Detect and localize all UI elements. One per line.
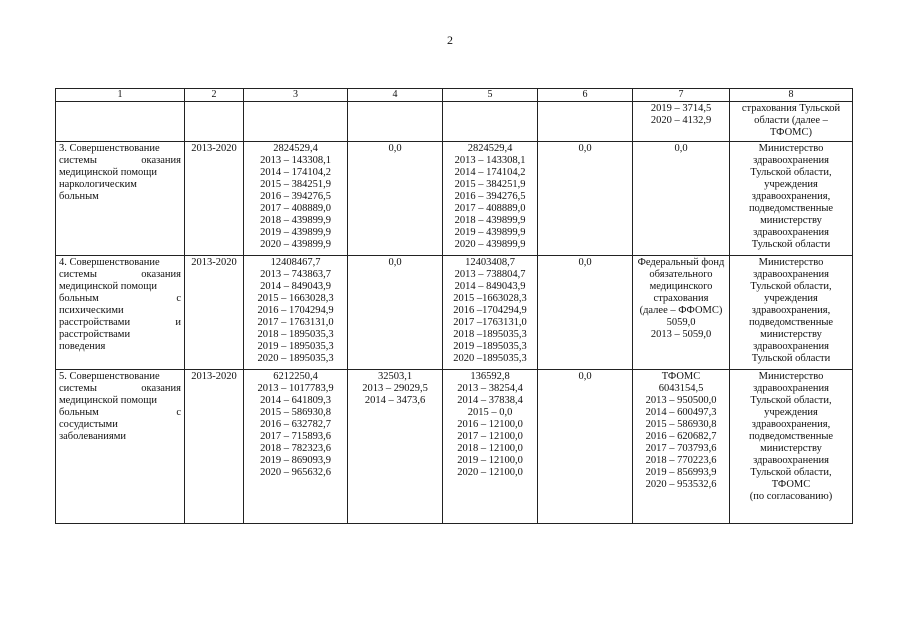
name-word: оказания bbox=[141, 155, 181, 166]
cell-line: 12403408,7 bbox=[465, 257, 515, 268]
program-table bbox=[55, 88, 853, 524]
cell-line: 0,0 bbox=[388, 257, 402, 268]
name-line bbox=[59, 395, 181, 407]
cell-line: 2824529,4 bbox=[273, 143, 318, 154]
col4-cell bbox=[348, 256, 443, 370]
cell-line: 2020 – 439899,9 bbox=[454, 239, 526, 250]
name-word: поведения bbox=[59, 341, 106, 352]
cell-line: Федеральный фонд bbox=[637, 257, 725, 268]
cell-line: Тульской области bbox=[751, 239, 831, 250]
header-cell: 4 bbox=[348, 89, 443, 102]
cell-line: 0,0 bbox=[388, 143, 402, 154]
cell-line: 2020 –1895035,3 bbox=[453, 353, 527, 364]
cell-line: 2015 – 384251,9 bbox=[260, 179, 331, 190]
name-line bbox=[59, 407, 181, 419]
cell-line: 2015 –1663028,3 bbox=[453, 293, 527, 304]
cell-line: 2014 – 641809,3 bbox=[260, 395, 331, 406]
name-line bbox=[59, 191, 181, 203]
name-line bbox=[59, 305, 181, 317]
cell-line: министерству bbox=[760, 443, 822, 454]
col7-cell bbox=[633, 370, 730, 524]
period-cell: 2013-2020 bbox=[185, 142, 244, 256]
header-cell: 3 bbox=[244, 89, 348, 102]
name-line bbox=[59, 419, 181, 431]
cell-line: ТФОМС) bbox=[769, 127, 813, 138]
name-line bbox=[59, 281, 181, 293]
name-word: 4. Совершенствование bbox=[59, 257, 160, 268]
cell-line: Тульской области, bbox=[750, 467, 832, 478]
table-row bbox=[56, 256, 853, 370]
cell-line: 0,0 bbox=[578, 371, 592, 382]
cell-line: 2013 – 738804,7 bbox=[454, 269, 526, 280]
cell-line: Министерство bbox=[758, 371, 824, 382]
cell-line: 6043154,5 bbox=[658, 383, 704, 394]
cell-line: здравоохранения bbox=[753, 155, 829, 166]
name-line bbox=[59, 179, 181, 191]
name-line bbox=[59, 317, 181, 329]
name-word: заболеваниями bbox=[59, 431, 126, 442]
cell-line: 2019 – 856993,9 bbox=[645, 467, 717, 478]
col8-cell bbox=[730, 370, 853, 524]
measure-name-cell bbox=[56, 256, 185, 370]
name-word: расстройствами bbox=[59, 329, 131, 340]
cell-line: 2013 – 5059,0 bbox=[650, 329, 712, 340]
cell-line: 2013 – 1017783,9 bbox=[257, 383, 334, 394]
cell-line: 2020 – 439899,9 bbox=[260, 239, 331, 250]
name-line bbox=[59, 371, 181, 383]
cell-line: здравоохранения bbox=[753, 269, 829, 280]
name-word: медицинской помощи bbox=[59, 167, 157, 178]
cell-line: ТФОМС bbox=[771, 479, 811, 490]
cell-line: 2016 –1704294,9 bbox=[453, 305, 527, 316]
cell-line: 2020 – 12100,0 bbox=[457, 467, 523, 478]
cell-line: 32503,1 bbox=[377, 371, 413, 382]
col8-cell bbox=[730, 256, 853, 370]
cell-line: 2019 – 439899,9 bbox=[260, 227, 331, 238]
continuation-executor-cell bbox=[730, 102, 853, 142]
cell-line: обязательного bbox=[649, 269, 713, 280]
cell-line: Тульской области, bbox=[750, 395, 832, 406]
cell-line: страхования Тульской bbox=[741, 103, 841, 114]
name-word: системы bbox=[59, 383, 97, 394]
cell-line: Министерство bbox=[758, 143, 824, 154]
cell-line: 2020 – 965632,6 bbox=[260, 467, 331, 478]
col6-cell bbox=[538, 142, 633, 256]
cell-line: 2015 – 0,0 bbox=[467, 407, 513, 418]
cell-line: министерству bbox=[760, 215, 822, 226]
cell-line: 2015 – 586930,8 bbox=[260, 407, 331, 418]
col4-cell bbox=[348, 370, 443, 524]
cell-line: 0,0 bbox=[578, 143, 592, 154]
col3-cell bbox=[244, 370, 348, 524]
cell-line: подведомственные bbox=[748, 431, 834, 442]
col3-cell bbox=[244, 256, 348, 370]
cell-line: 2013 – 743863,7 bbox=[260, 269, 331, 280]
header-cell: 5 bbox=[443, 89, 538, 102]
cell-line: здравоохранения bbox=[753, 227, 829, 238]
cell-line: подведомственные bbox=[748, 203, 834, 214]
cell-line: 2014 – 174104,2 bbox=[454, 167, 526, 178]
cell-line: 2018 – 12100,0 bbox=[457, 443, 523, 454]
cell-line: 2013 – 29029,5 bbox=[362, 383, 428, 394]
continuation-row bbox=[56, 102, 853, 142]
cell-line: 2017 – 715893,6 bbox=[260, 431, 331, 442]
header-cell: 7 bbox=[633, 89, 730, 102]
page-number: 2 bbox=[447, 33, 453, 47]
name-word: с bbox=[176, 293, 181, 304]
table-cell bbox=[56, 102, 185, 142]
table-cell bbox=[244, 102, 348, 142]
name-word: с bbox=[176, 407, 181, 418]
header-cell: 6 bbox=[538, 89, 633, 102]
col5-cell bbox=[443, 370, 538, 524]
cell-line: здравоохранения, bbox=[751, 305, 831, 316]
table-cell bbox=[185, 102, 244, 142]
cell-line: 2017 – 12100,0 bbox=[457, 431, 523, 442]
cell-line: Тульской области bbox=[751, 353, 831, 364]
name-word: 3. Совершенствование bbox=[59, 143, 160, 154]
name-word: и bbox=[175, 317, 181, 328]
cell-line: 2014 – 600497,3 bbox=[645, 407, 717, 418]
cell-line: 12408467,7 bbox=[270, 257, 321, 268]
name-word: сосудистыми bbox=[59, 419, 118, 430]
table-row bbox=[56, 370, 853, 524]
name-word: медицинской помощи bbox=[59, 395, 157, 406]
cell-line: 2017 – 1763131,0 bbox=[257, 317, 334, 328]
cell-line: 2020 – 1895035,3 bbox=[257, 353, 334, 364]
name-line bbox=[59, 383, 181, 395]
cell-line: 2019 – 439899,9 bbox=[454, 227, 526, 238]
cell-line: 5059,0 bbox=[666, 317, 696, 328]
table-row bbox=[56, 142, 853, 256]
name-word: больным bbox=[59, 191, 99, 202]
cell-line: министерству bbox=[760, 329, 822, 340]
cell-line: здравоохранения bbox=[753, 383, 829, 394]
measure-name-cell bbox=[56, 370, 185, 524]
cell-line: 2019 – 3714,5 bbox=[650, 103, 712, 114]
cell-line: Министерство bbox=[758, 257, 824, 268]
name-word: системы bbox=[59, 155, 97, 166]
cell-line: 2018 – 782323,6 bbox=[260, 443, 331, 454]
cell-line: подведомственные bbox=[748, 317, 834, 328]
cell-line: 2014 – 3473,6 bbox=[364, 395, 426, 406]
continuation-funding-cell bbox=[633, 102, 730, 142]
cell-line: 2016 – 620682,7 bbox=[645, 431, 717, 442]
table-cell bbox=[538, 102, 633, 142]
cell-line: 2019 – 1895035,3 bbox=[257, 341, 334, 352]
name-line bbox=[59, 269, 181, 281]
name-line bbox=[59, 155, 181, 167]
cell-line: 2016 – 1704294,9 bbox=[257, 305, 334, 316]
name-line bbox=[59, 143, 181, 155]
cell-line: 2020 – 953532,6 bbox=[645, 479, 717, 490]
table-cell bbox=[348, 102, 443, 142]
cell-line: 2019 –1895035,3 bbox=[453, 341, 527, 352]
col5-cell bbox=[443, 256, 538, 370]
cell-line: 2018 – 1895035,3 bbox=[257, 329, 334, 340]
name-line bbox=[59, 257, 181, 269]
name-word: больным bbox=[59, 293, 99, 304]
cell-line: 2019 – 12100,0 bbox=[457, 455, 523, 466]
period-cell: 2013-2020 bbox=[185, 370, 244, 524]
cell-line: учреждения bbox=[764, 293, 818, 304]
name-line bbox=[59, 293, 181, 305]
cell-line: 2017 – 408889,0 bbox=[454, 203, 526, 214]
cell-line: страхования bbox=[653, 293, 709, 304]
cell-line: 2016 – 394276,5 bbox=[260, 191, 331, 202]
cell-line: 2015 – 586930,8 bbox=[645, 419, 717, 430]
cell-line: 2016 – 632782,7 bbox=[260, 419, 331, 430]
cell-line: 2014 – 174104,2 bbox=[260, 167, 331, 178]
header-cell: 8 bbox=[730, 89, 853, 102]
cell-line: здравоохранения bbox=[753, 455, 829, 466]
header-cell: 2 bbox=[185, 89, 244, 102]
cell-line: 2017 – 703793,6 bbox=[645, 443, 717, 454]
cell-line: (по согласованию) bbox=[749, 491, 833, 502]
name-line bbox=[59, 431, 181, 443]
name-word: оказания bbox=[141, 269, 181, 280]
cell-line: 2013 – 143308,1 bbox=[454, 155, 526, 166]
col3-cell bbox=[244, 142, 348, 256]
cell-line: 2014 – 849043,9 bbox=[454, 281, 526, 292]
name-word: оказания bbox=[141, 383, 181, 394]
cell-line: 2014 – 849043,9 bbox=[260, 281, 331, 292]
cell-line: 2020 – 4132,9 bbox=[650, 115, 712, 126]
cell-line: 2017 –1763131,0 bbox=[453, 317, 527, 328]
cell-line: 0,0 bbox=[578, 257, 592, 268]
name-word: системы bbox=[59, 269, 97, 280]
cell-line: области (далее – bbox=[754, 115, 828, 126]
cell-line: 6212250,4 bbox=[273, 371, 318, 382]
cell-line: 2018 –1895035,3 bbox=[453, 329, 527, 340]
cell-line: 2015 – 1663028,3 bbox=[257, 293, 334, 304]
cell-line: 2015 – 384251,9 bbox=[454, 179, 526, 190]
name-word: наркологическим bbox=[59, 179, 137, 190]
cell-line: 0,0 bbox=[674, 143, 688, 154]
col5-cell bbox=[443, 142, 538, 256]
header-cell: 1 bbox=[56, 89, 185, 102]
cell-line: 2018 – 770223,6 bbox=[645, 455, 717, 466]
cell-line: 2014 – 37838,4 bbox=[457, 395, 523, 406]
cell-line: 2018 – 439899,9 bbox=[260, 215, 331, 226]
col7-cell bbox=[633, 142, 730, 256]
name-word: расстройствами bbox=[59, 317, 131, 328]
cell-line: 136592,8 bbox=[470, 371, 510, 382]
cell-line: 2019 – 869093,9 bbox=[260, 455, 331, 466]
cell-line: 2013 – 950500,0 bbox=[645, 395, 717, 406]
cell-line: Тульской области, bbox=[750, 281, 832, 292]
name-line bbox=[59, 329, 181, 341]
col4-cell bbox=[348, 142, 443, 256]
cell-line: здравоохранения bbox=[753, 341, 829, 352]
cell-line: Тульской области, bbox=[750, 167, 832, 178]
name-word: медицинской помощи bbox=[59, 281, 157, 292]
cell-line: 2824529,4 bbox=[467, 143, 513, 154]
name-line bbox=[59, 167, 181, 179]
cell-line: 2013 – 143308,1 bbox=[260, 155, 331, 166]
name-word: 5. Совершенствование bbox=[59, 371, 160, 382]
cell-line: 2018 – 439899,9 bbox=[454, 215, 526, 226]
cell-line: здравоохранения, bbox=[751, 191, 831, 202]
table-cell bbox=[443, 102, 538, 142]
cell-line: 2016 – 12100,0 bbox=[457, 419, 523, 430]
cell-line: учреждения bbox=[764, 407, 818, 418]
name-word: больным bbox=[59, 407, 99, 418]
cell-line: (далее – ФФОМС) bbox=[639, 305, 723, 316]
period-cell: 2013-2020 bbox=[185, 256, 244, 370]
measure-name-cell bbox=[56, 142, 185, 256]
name-line bbox=[59, 341, 181, 353]
col8-cell bbox=[730, 142, 853, 256]
header-row bbox=[56, 89, 853, 102]
cell-line: ТФОМС bbox=[661, 371, 701, 382]
cell-line: здравоохранения, bbox=[751, 419, 831, 430]
col6-cell bbox=[538, 370, 633, 524]
cell-line: 2013 – 38254,4 bbox=[457, 383, 523, 394]
cell-line: медицинского bbox=[649, 281, 713, 292]
col6-cell bbox=[538, 256, 633, 370]
cell-line: учреждения bbox=[764, 179, 818, 190]
cell-line: 2016 – 394276,5 bbox=[454, 191, 526, 202]
col7-cell bbox=[633, 256, 730, 370]
cell-line: 2017 – 408889,0 bbox=[260, 203, 331, 214]
name-word: психическими bbox=[59, 305, 124, 316]
